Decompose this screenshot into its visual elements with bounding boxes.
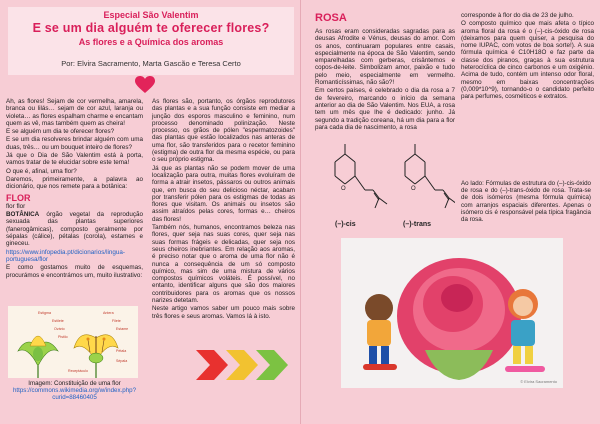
left-column-1 bbox=[6, 98, 143, 280]
rose-photo bbox=[341, 238, 563, 388]
flor-term: BOTÂNICA bbox=[6, 211, 40, 219]
diagram-label: Estigma bbox=[38, 311, 51, 315]
diagram-label: Filete bbox=[112, 319, 121, 323]
paragraph: As rosas eram consideradas sagradas para as deusas Afrodite e Vénus, deusas do amor. Com os anos, continuaram populares entre casais, especialmente na época de São Valentim, sendo emparelhadas com gerberas, crisântemos e copos-de-leite. Simbolizam amor, paixão e tudo pelo meio, especialmente em vermelho. Romanticíssimas, não são?! bbox=[315, 28, 455, 87]
right-column-2 bbox=[461, 12, 594, 102]
paragraph: Ah, as flores! Sejam de cor vermelha, amarela, branca ou lilás… sejam de cor azul, laranja ou violeta… as flores espalham charme e encantam quem as vê, mas também quem as cheira! bbox=[6, 98, 143, 127]
structure-note: Ao lado: Fórmulas de estrutura do (–)-cis-óxido de rosa e do (–)-trans-óxido de rosa. Trata-se de dois isómeros (mesma fórmula química) com arranjos espaciais diferentes. Apenas o isómero cis é responsável pela típica fragância da rosa. bbox=[461, 180, 591, 224]
diagram-label: Ovário bbox=[54, 327, 65, 331]
flor-line: flor flor bbox=[6, 202, 26, 210]
chevron-yellow bbox=[226, 350, 258, 380]
photo-credit: © Elvira Sacramento bbox=[520, 379, 557, 384]
paragraph: corresponde à flor do dia de 23 de julho. bbox=[461, 12, 574, 19]
dictionary-link[interactable]: https://www.infopedia.pt/dicionarios/lingua-portuguesa/flor bbox=[6, 248, 126, 263]
svg-text:O: O bbox=[341, 186, 346, 192]
right-page bbox=[300, 0, 600, 424]
section-title-rosa: ROSA bbox=[315, 12, 347, 24]
header-banner bbox=[8, 7, 294, 75]
image-caption bbox=[6, 380, 143, 402]
structure-label-trans: (–)-trans bbox=[403, 221, 432, 228]
paragraph: As flores são, portanto, os órgãos reprodutores das plantas e a sua função consiste em mediar a junção dos esporos masculino e feminino, num processo denominado polinização. Neste processo, os grãos de pólen "espermatozoides" das plantas que estão localizados nas anteras de uma flor, são transferidos para o recetor feminino (estigma) de outra flor da mesma espécie, ou para o seu próprio estigma. bbox=[152, 98, 295, 164]
right-column-1 bbox=[315, 28, 455, 132]
flor-heading: FLOR bbox=[6, 192, 31, 203]
paragraph: Daremos, primeiramente, a palavra ao dicionário, que nos remete para a botânica: bbox=[6, 175, 143, 191]
paragraph: E se um dia resolveres brindar alguém com uma duas, três… ou um bouquet inteiro de flores? bbox=[6, 136, 143, 151]
diagram-label: Antera bbox=[103, 311, 114, 315]
heart-icon bbox=[135, 76, 155, 94]
flor-def-text: órgão vegetal da reprodução sexuada das plantas superiores (fanerogâmicas), composto geralmente por sépalas (cálice), pétalas (corola), estames e gineceu. bbox=[6, 211, 143, 248]
paragraph: O que é, afinal, uma flor? bbox=[6, 167, 77, 175]
diagram-label: Sépala bbox=[116, 359, 128, 363]
paragraph: Em certos países, é celebrado o dia da rosa a 7 de fevereiro, marcando o início da semana anterior ao dia de São Valentim. Nos EUA, a rosa tem um mês que lhe é dedicado: junho. Já segundo a tradição coreana, há um dia para a flor para cada dia de nascimento, a rosa bbox=[315, 87, 455, 131]
paragraph: E como gostamos muito de esquemas, procurámos e encontrámos um, muito ilustrativo: bbox=[6, 264, 143, 279]
svg-text:O: O bbox=[411, 186, 416, 192]
paragraph: Também nós, humanos, encontramos beleza nas flores, quer seja nas suas cores, quer seja nas suas formas frágeis e delicadas, quer seja nos seus cheiros inebriantes. Em relação aos aromas, é preciso notar que o aroma de uma flor não é nunca a consequência de um só composto químico, mas sim de uma mistura de vários compostos químicos voláteis. É possível, no entanto, identificar alguns que são dos maiores contribuidores para os aromas que os nossos narizes detetam. bbox=[152, 224, 295, 305]
diagram-label: Pistilo bbox=[58, 335, 68, 339]
trans-structure bbox=[405, 144, 455, 208]
flower-diagram bbox=[8, 306, 138, 378]
structure-label-cis: (–)-cis bbox=[335, 221, 356, 228]
rose-oxide-structures bbox=[315, 138, 455, 230]
diagram-label: Estame bbox=[116, 327, 129, 331]
diagram-label: Pétala bbox=[116, 349, 127, 353]
diagram-label: Estilete bbox=[52, 319, 64, 323]
subtitle: As flores e a Química dos aromas bbox=[78, 37, 224, 47]
rose-illustration bbox=[341, 238, 563, 388]
authors: Por: Elvira Sacramento, Marta Gascão e Teresa Certo bbox=[61, 59, 241, 68]
chevron-arrows bbox=[196, 350, 296, 380]
paragraph: O composto químico que mais afeta o típico aroma floral da rosa é o (–)-cis-óxido de rosa (deixamos para quem quiser, a pesquisa do nome IUPAC, com votos de boa sorte!). A sua fórmula química é C10H18O e faz parte da classe dos piranos, graças à sua estrutura heterocíclica de cinco carbonos e um oxigénio. Acima de tudo, contém um intenso odor floral, mesmo em baixas concentrações (0,009*10^9), tornando-o o candidato perfeito para perfumes, cosméticos e extratos. bbox=[461, 20, 594, 101]
paragraph: E se alguém um dia te oferecer flores? bbox=[6, 128, 115, 136]
paragraph: Já que o Dia de São Valentim está à porta, vamos tratar de te elucidar sobre este tema! bbox=[6, 152, 143, 167]
flor-definition bbox=[6, 211, 143, 247]
page-title: E se um dia alguém te oferecer flores? bbox=[32, 21, 270, 35]
caption-link[interactable]: https://commons.wikimedia.org/w/index.php?curid=88460405 bbox=[12, 387, 137, 402]
caption-title: Imagem: Constituição de uma flor bbox=[28, 380, 121, 387]
chevron-green bbox=[256, 350, 288, 380]
left-column-2 bbox=[152, 98, 295, 321]
chevron-red bbox=[196, 350, 228, 380]
diagram-label: Receptáculo bbox=[68, 369, 88, 373]
paragraph: Já que as plantas não se podem mover de uma localização para outra, muitas flores evoluíram de forma a atrair insetos, pássaros ou outros animais que, em busca do seu delicioso néctar, acabam por transferir pólen para os estigmas de todas as flores que visitam. Os animais ou insetos são assim atraídos pelas cores, formas e… cheiros das flores! bbox=[152, 164, 295, 223]
cis-structure bbox=[335, 144, 387, 208]
paragraph: Neste artigo vamos saber um pouco mais sobre três flores e seus aromas. Vamos lá à isto. bbox=[152, 305, 295, 320]
kicker: Especial São Valentim bbox=[103, 10, 199, 20]
